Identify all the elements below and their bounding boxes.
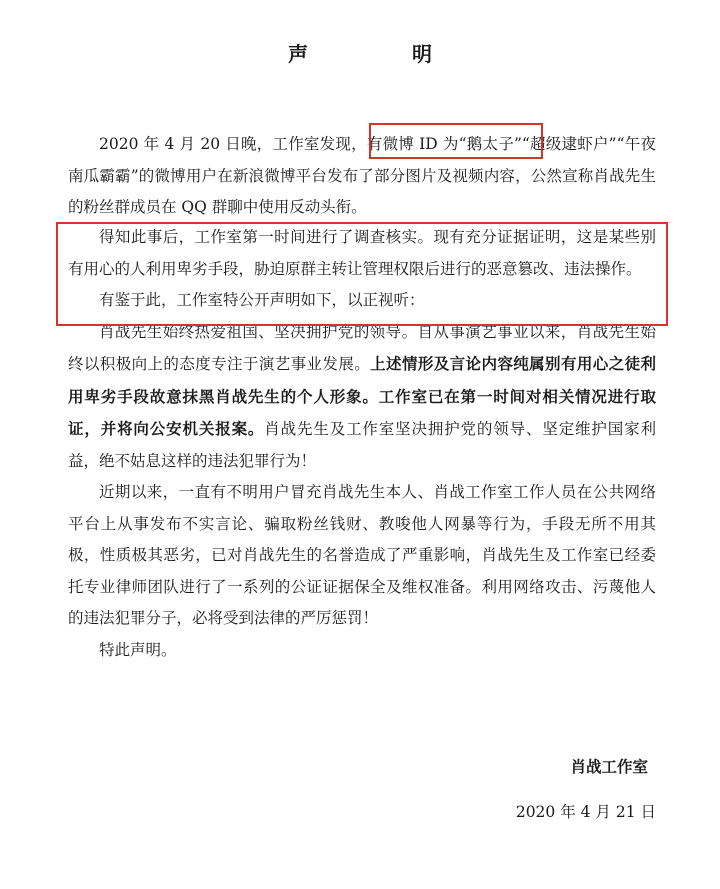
position-text-bold: 上述情形及言论内容纯属别有用心之徒利用卑劣手段故意抹黑肖战先生的个人形象。工作室已在第一时间对相关情况进行取证，并将向公安机关报案。 [68,354,656,438]
paragraph-impersonation: 近期以来，一直有不明用户冒充肖战先生本人、肖战工作室工作人员在公共网络平台上从事发布不实言论、骗取粉丝钱财、教唆他人网暴等行为，手段无所不用其极，性质极其恶劣，已对肖战先生的名誉造成了严重影响，肖战先生及工作室已经委托专业律师团队进行了一系列的公证证据保全及维权准备。利用网络攻击、污蔑他人的违法犯罪分子，必将受到法律的严厉惩罚！ [68,483,656,627]
position-text-2: 肖战先生及工作室坚决拥护党的领导、坚定维护国家利益，绝不姑息这样的违法犯罪行为！ [68,420,656,470]
paragraph-discovery: 2020 年 4 月 20 日晚，工作室发现，有微博 ID 为“鹅太子”“超级逮虾户”“午夜南瓜霸霸”的微博用户在新浪微博平台发布了部分图片及视频内容，公然宣称肖战先生的粉丝群成员在 QQ 群聊中使用反动头衔。 [68,135,656,216]
document-title: 声 明 [288,42,474,66]
paragraph-position [68,317,656,478]
paragraph-investigation: 得知此事后，工作室第一时间进行了调查核实。现有充分证据证明，这是某些别有用心的人利用卑劣手段，胁迫原群主转让管理权限后进行的恶意篡改、违法操作。 [68,228,656,278]
position-text-1: 肖战先生始终热爱祖国、坚决拥护党的领导。自从事演艺事业以来，肖战先生始终以积极向上的态度专注于演艺事业发展。 [68,322,656,373]
statement-intro [68,129,656,224]
paragraph-announcement: 有鉴于此，工作室特公开声明如下，以正视听： [99,291,425,309]
statement-body [68,222,656,666]
signature-studio: 肖战工作室 [570,758,648,776]
paragraph-closing: 特此声明。 [99,640,177,659]
signature-date: 2020 年 4 月 21 日 [515,803,656,821]
